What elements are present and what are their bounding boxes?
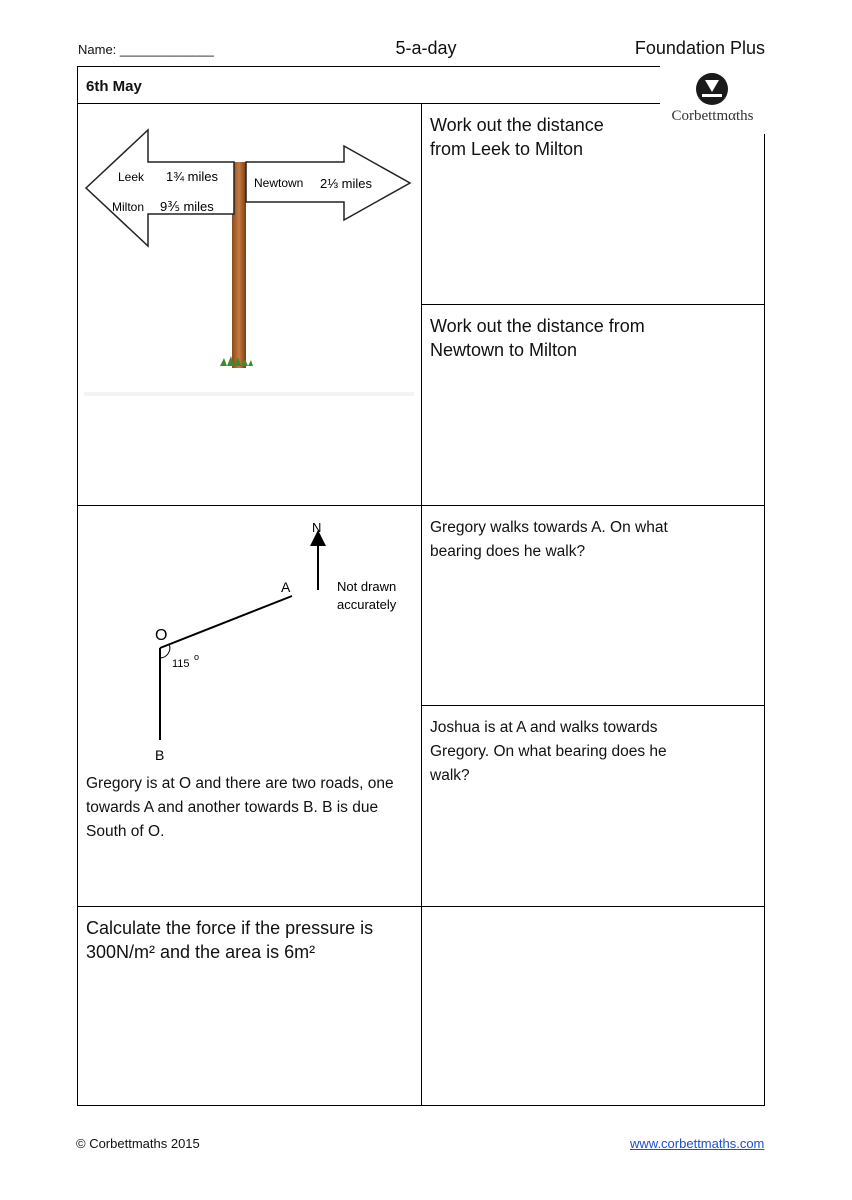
row-divider-q3-q4 <box>421 705 765 706</box>
sign-leek-distance: 1¾ miles <box>166 169 219 184</box>
signpost-diagram <box>84 128 414 396</box>
sign-leek-place: Leek <box>118 170 145 184</box>
point-a-label: A <box>281 579 291 595</box>
row-divider-section1 <box>77 505 765 506</box>
road-oa <box>160 596 292 648</box>
footer-copyright: © Corbettmaths 2015 <box>76 1136 200 1151</box>
logo-text: Corbettmαths <box>671 108 754 124</box>
q2-text: Work out the distance from Newtown to Milton <box>430 316 645 360</box>
q3-context-text: Gregory is at O and there are two roads, one towards A and another towards B. B is due South of O. <box>86 775 394 840</box>
q3-text: Gregory walks towards A. On what bearing does he walk? <box>430 519 668 560</box>
footer-link[interactable]: www.corbettmaths.com <box>630 1136 765 1151</box>
north-label: N <box>312 520 322 535</box>
point-o-label: O <box>155 627 168 644</box>
degree-symbol: o <box>194 652 200 662</box>
left-arrow-sign <box>86 130 234 246</box>
q5-text: Calculate the force if the pressure is 300N/m² and the area is 6m² <box>86 918 374 962</box>
q1-text: Work out the distance from Leek to Milton <box>430 115 604 159</box>
row-divider-q1-q2 <box>421 304 765 305</box>
point-b-label: B <box>155 747 165 763</box>
corbettmaths-logo-icon <box>692 70 732 108</box>
sign-newtown-distance: 2⅓ miles <box>320 176 373 191</box>
not-drawn-line1: Not drawn <box>337 579 397 594</box>
level-label: Foundation Plus <box>634 38 765 58</box>
q4-text: Joshua is at A and walks towards Gregory. On what bearing does he walk? <box>430 719 667 784</box>
page-title: 5-a-day <box>395 38 457 58</box>
date-label: 6th May <box>86 78 142 95</box>
sign-milton-place: Milton <box>112 200 145 214</box>
angle-label: 115 <box>172 658 190 670</box>
column-divider <box>421 103 422 1106</box>
bearing-diagram <box>150 512 420 772</box>
name-field-label: Name: _____________ <box>78 42 214 57</box>
sign-newtown-place: Newtown <box>254 176 304 190</box>
row-divider-section2 <box>77 906 765 907</box>
not-drawn-line2: accurately <box>337 597 397 612</box>
sign-milton-distance: 9⅗ miles <box>160 199 214 214</box>
